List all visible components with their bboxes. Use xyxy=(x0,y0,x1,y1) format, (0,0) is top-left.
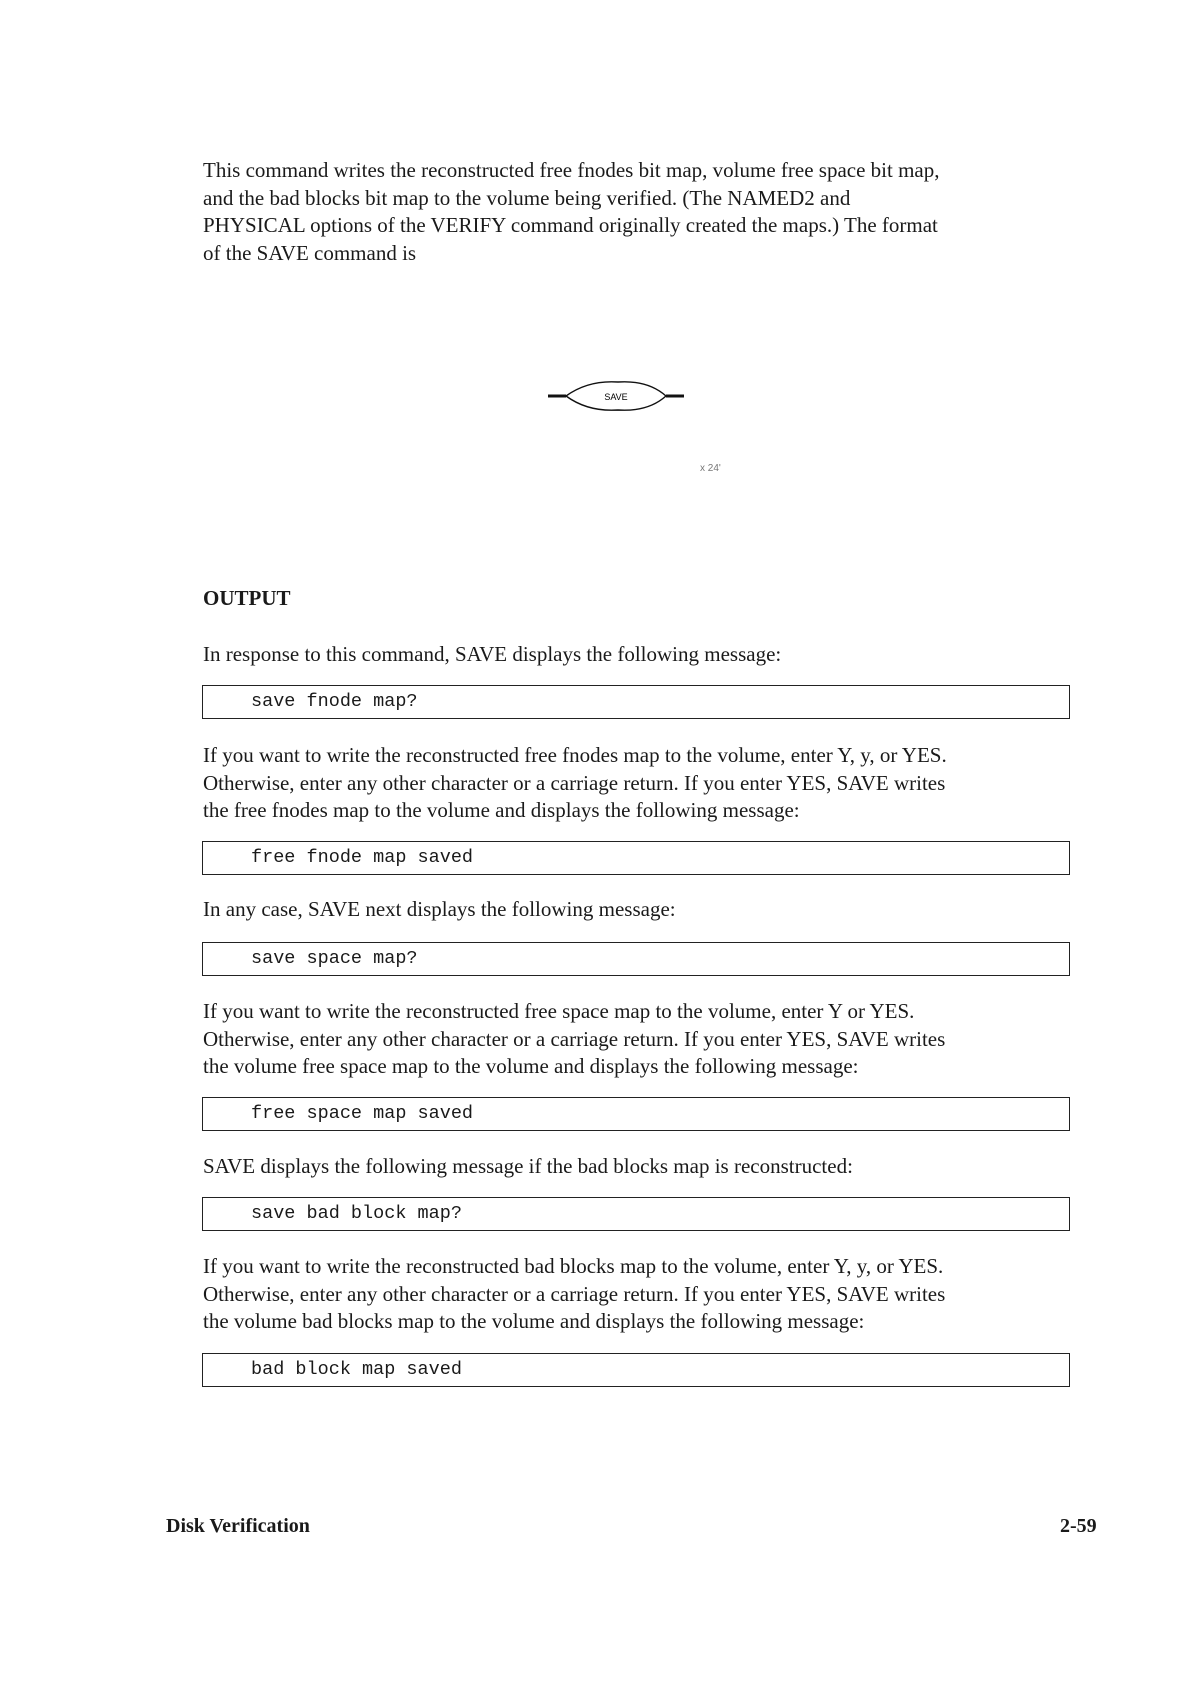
paragraph-line: Otherwise, enter any other character or a carriage return. If you enter YES, SAVE writes xyxy=(203,1026,946,1051)
message-box xyxy=(202,1097,1070,1131)
paragraph-line: If you want to write the reconstructed free fnodes map to the volume, enter Y, y, or YES. xyxy=(203,743,947,767)
message-box xyxy=(202,685,1070,719)
anycase-paragraph xyxy=(203,896,1073,924)
message-box xyxy=(202,942,1070,976)
output-heading: OUTPUT xyxy=(203,586,291,610)
paragraph-line: Otherwise, enter any other character or a carriage return. If you enter YES, SAVE writes xyxy=(203,770,946,795)
intro-line: of the SAVE command is xyxy=(203,240,417,265)
message-box xyxy=(202,1353,1070,1387)
bad-paragraph xyxy=(203,1253,1073,1336)
footer-page-number: 2-59 xyxy=(1060,1515,1097,1537)
bad-intro-paragraph xyxy=(203,1153,1073,1181)
fnode-paragraph xyxy=(203,742,1073,825)
output-intro-text: In response to this command, SAVE displays the following message: xyxy=(203,642,782,666)
message-text: save fnode map? xyxy=(251,691,418,712)
intro-paragraph xyxy=(203,157,1073,267)
save-syntax-diagram xyxy=(548,376,688,416)
diagram-keyword-label: SAVE xyxy=(604,392,628,402)
space-paragraph xyxy=(203,998,1073,1081)
footer-section-title: Disk Verification xyxy=(166,1515,310,1537)
paragraph-line: In any case, SAVE next displays the following message: xyxy=(203,897,676,921)
paragraph-line: the volume free space map to the volume and displays the following message: xyxy=(203,1054,859,1078)
paragraph-line: SAVE displays the following message if the bad blocks map is reconstructed: xyxy=(203,1154,853,1178)
intro-line: This command writes the reconstructed free fnodes bit map, volume free space bit map, xyxy=(203,158,940,182)
message-text: bad block map saved xyxy=(251,1359,462,1380)
message-box xyxy=(202,1197,1070,1231)
message-text: free fnode map saved xyxy=(251,847,474,868)
message-box xyxy=(202,841,1070,875)
message-text: save space map? xyxy=(251,948,418,969)
paragraph-line: Otherwise, enter any other character or a carriage return. If you enter YES, SAVE writes xyxy=(203,1281,946,1306)
paragraph-line: If you want to write the reconstructed free space map to the volume, enter Y or YES. xyxy=(203,999,915,1023)
intro-line: and the bad blocks bit map to the volume being verified. (The NAMED2 and xyxy=(203,185,851,210)
intro-line: PHYSICAL options of the VERIFY command originally created the maps.) The format xyxy=(203,213,938,237)
message-text: free space map saved xyxy=(251,1103,474,1124)
paragraph-line: the volume bad blocks map to the volume and displays the following message: xyxy=(203,1309,865,1333)
message-text: save bad block map? xyxy=(251,1203,462,1224)
stray-mark: x 24' xyxy=(700,463,721,474)
output-intro-paragraph xyxy=(203,641,1073,669)
paragraph-line: the free fnodes map to the volume and displays the following message: xyxy=(203,798,800,822)
paragraph-line: If you want to write the reconstructed bad blocks map to the volume, enter Y, y, or YES. xyxy=(203,1254,944,1278)
